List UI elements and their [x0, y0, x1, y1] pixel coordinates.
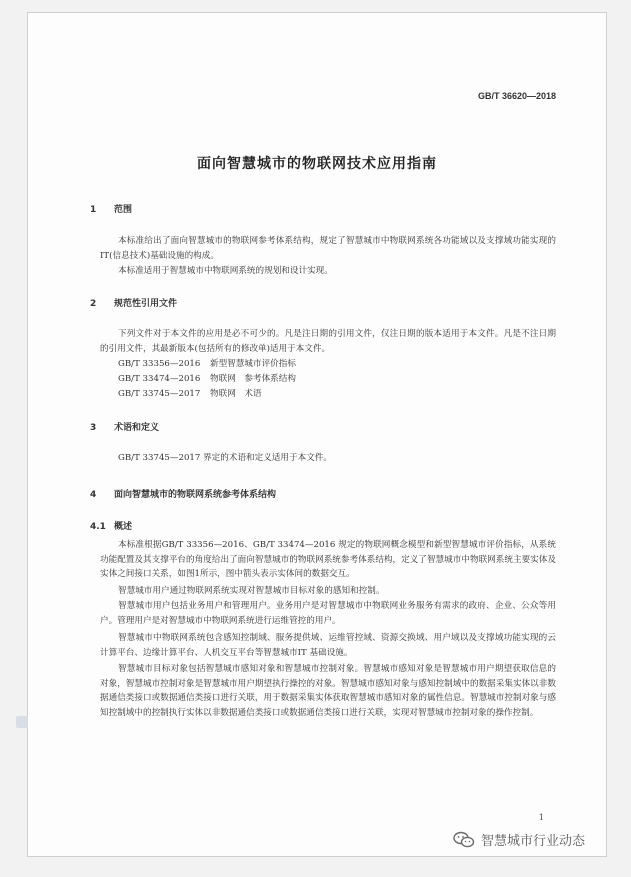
section-3-heading — [90, 420, 159, 433]
section-title: 规范性引用文件 — [114, 299, 178, 309]
section-1-paragraph-2: 本标准适用于智慧城市中物联网系统的规划和设计实现。 — [118, 266, 333, 276]
reference-name: 物联网 参考体系结构 — [210, 374, 296, 384]
document-page — [27, 12, 607, 857]
reference-name: 物联网 术语 — [210, 389, 262, 399]
section-title: 术语和定义 — [114, 423, 160, 433]
section-4-paragraph-3: 智慧城市用户包括业务用户和管理用户。业务用户是对智慧城市中物联网业务服务有需求的政府、企业、公众等用户。管理用户是对智慧城市中物联网系统进行运维管控的用户。 — [100, 601, 556, 626]
section-4-paragraph-2: 智慧城市用户通过物联网系统实现对智慧城市目标对象的感知和控制。 — [118, 586, 385, 596]
section-number: 3 — [90, 423, 97, 433]
section-number: 4 — [90, 490, 97, 500]
section-number: 2 — [90, 299, 97, 309]
reference-item — [118, 357, 296, 371]
section-1-heading — [90, 202, 132, 215]
section-2-paragraph-1: 下列文件对于本文件的应用是必不可少的。凡是注日期的引用文件，仅注日期的版本适用于本文件。凡是不注日期的引用文件，其最新版本(包括所有的修改单)适用于本文件。 — [100, 329, 556, 354]
wechat-icon — [453, 831, 475, 849]
side-tab-marker — [16, 716, 28, 728]
standard-code: GB/T 36620—2018 — [477, 91, 556, 101]
reference-item — [118, 387, 262, 401]
subsection-4-1-heading — [90, 519, 132, 532]
reference-code: GB/T 33474—2016 — [118, 374, 201, 384]
section-4-paragraph-5: 智慧城市目标对象包括智慧城市感知对象和智慧城市控制对象。智慧城市感知对象是智慧城市用户期望获取信息的对象，智慧城市控制对象是智慧城市用户期望执行操控的对象。智慧城市感知对象与感知控制域中的数据采集实体以非数据通信类接口或数据通信类接口进行关联，用于数据采集实体获取智慧城市感知对象的属性信息。智慧城市控制对象与感知控制域中的控制执行实体以非数据通信类接口或数据通信类接口进行关联，实现对智慧城市控制对象的操作控制。 — [100, 664, 556, 718]
section-number: 1 — [90, 205, 97, 215]
reference-code: GB/T 33745—2017 — [118, 389, 201, 399]
reference-code: GB/T 33356—2016 — [118, 359, 201, 369]
subsection-number: 4.1 — [90, 522, 106, 532]
section-title: 范围 — [114, 205, 133, 215]
reference-item — [118, 372, 296, 386]
section-3-paragraph-1: GB/T 33745—2017 界定的术语和定义适用于本文件。 — [118, 453, 332, 463]
document-title: 面向智慧城市的物联网技术应用指南 — [197, 156, 437, 172]
section-4-paragraph-1: 本标准根据GB/T 33356—2016、GB/T 33474—2016 规定的物联网概念模型和新型智慧城市评价指标，从系统功能配置及其支撑平台的角度给出了面向智慧城市的物联网系统参考体系结构，定义了智慧城市中物联网系统主要实体及实体之间接口关系，如图1所示，图中箭头表示实体间的数据交互。 — [100, 540, 556, 580]
page-number: 1 — [538, 813, 544, 822]
section-2-heading — [90, 296, 177, 309]
section-4-paragraph-4: 智慧城市中物联网系统包含感知控制域、服务提供域、运维管控域、资源交换域、用户域以及支撑域功能实现的云计算平台、边缘计算平台、人机交互平台等智慧城市IT 基础设施。 — [100, 633, 556, 658]
reference-name: 新型智慧城市评价指标 — [210, 359, 296, 369]
subsection-title: 概述 — [114, 522, 133, 532]
watermark — [453, 830, 585, 849]
section-1-paragraph-1: 本标准给出了面向智慧城市的物联网参考体系结构，规定了智慧城市中物联网系统各功能域以及支撑域功能实现的IT(信息技术)基础设施的构成。 — [100, 236, 556, 261]
section-4-heading — [90, 487, 276, 500]
section-title: 面向智慧城市的物联网系统参考体系结构 — [114, 490, 277, 500]
watermark-text: 智慧城市行业动态 — [481, 834, 586, 849]
